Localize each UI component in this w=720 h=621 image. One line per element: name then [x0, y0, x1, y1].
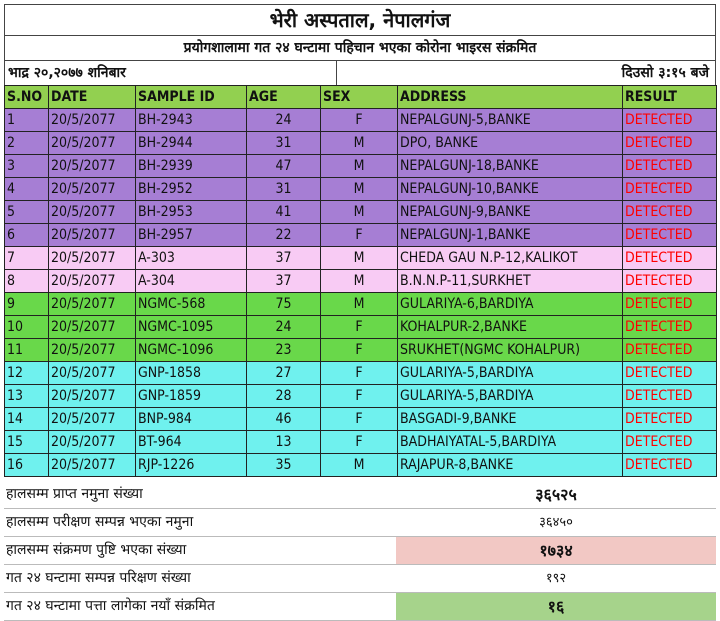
cell-sno: 15 [5, 431, 49, 454]
cell-address: NEPALGUNJ-18,BANKE [398, 155, 623, 178]
cell-sample-id: BNP-984 [136, 408, 247, 431]
cell-sex: M [321, 178, 398, 201]
cell-result: DETECTED [623, 293, 717, 316]
cell-result: DETECTED [623, 431, 717, 454]
cell-age: 31 [247, 178, 321, 201]
header-date: DATE [49, 86, 136, 109]
table-row [5, 454, 717, 477]
cell-date: 20/5/2077 [49, 178, 136, 201]
cell-sno: 9 [5, 293, 49, 316]
header-result: RESULT [623, 86, 717, 109]
summary-label: गत २४ घन्टामा सम्पन्न परिक्षण संख्या [6, 570, 191, 586]
summary-label: हालसम्म संक्रमण पुष्टि भएका संख्या [6, 542, 187, 558]
header-address: ADDRESS [398, 86, 623, 109]
cell-age: 23 [247, 339, 321, 362]
cell-age: 35 [247, 454, 321, 477]
table-row [5, 408, 717, 431]
summary-section [4, 481, 716, 621]
cell-sno: 2 [5, 132, 49, 155]
cell-sex: F [321, 362, 398, 385]
cell-date: 20/5/2077 [49, 385, 136, 408]
cell-age: 37 [247, 270, 321, 293]
table-row [5, 431, 717, 454]
summary-label: हालसम्म परीक्षण सम्पन्न भएका नमुना [6, 514, 194, 530]
summary-label: गत २४ घन्टामा पत्ता लागेका नयाँ संक्रमित [6, 598, 215, 614]
cell-age: 47 [247, 155, 321, 178]
table-row [5, 362, 717, 385]
cell-result: DETECTED [623, 362, 717, 385]
summary-value: ३६४५० [539, 515, 573, 530]
cell-sno: 12 [5, 362, 49, 385]
cell-sex: F [321, 385, 398, 408]
cell-sex: F [321, 224, 398, 247]
cell-sno: 16 [5, 454, 49, 477]
cell-sample-id: BH-2953 [136, 201, 247, 224]
results-table [4, 85, 717, 477]
cell-sample-id: BH-2943 [136, 109, 247, 132]
cell-sample-id: A-303 [136, 247, 247, 270]
cell-address: GULARIYA-5,BARDIYA [398, 385, 623, 408]
table-row [5, 316, 717, 339]
cell-date: 20/5/2077 [49, 132, 136, 155]
table-row [5, 201, 717, 224]
cell-result: DETECTED [623, 385, 717, 408]
cell-age: 13 [247, 431, 321, 454]
cell-address: CHEDA GAU N.P-12,KALIKOT [398, 247, 623, 270]
cell-address: BADHAIYATAL-5,BARDIYA [398, 431, 623, 454]
cell-address: KOHALPUR-2,BANKE [398, 316, 623, 339]
cell-sample-id: A-304 [136, 270, 247, 293]
cell-sex: F [321, 316, 398, 339]
cell-sample-id: BH-2957 [136, 224, 247, 247]
cell-sample-id: GNP-1859 [136, 385, 247, 408]
cell-address: NEPALGUNJ-9,BANKE [398, 201, 623, 224]
cell-result: DETECTED [623, 155, 717, 178]
table-row [5, 109, 717, 132]
cell-age: 27 [247, 362, 321, 385]
cell-result: DETECTED [623, 454, 717, 477]
cell-result: DETECTED [623, 270, 717, 293]
table-row [5, 155, 717, 178]
summary-row [4, 537, 716, 565]
report-time: दिउसो ३:१५ बजे [621, 65, 709, 81]
cell-age: 41 [247, 201, 321, 224]
cell-sno: 8 [5, 270, 49, 293]
table-row [5, 132, 717, 155]
summary-value: १९२ [545, 571, 567, 586]
table-row [5, 385, 717, 408]
cell-address: B.N.N.P-11,SURKHET [398, 270, 623, 293]
header-age: AGE [247, 86, 321, 109]
cell-date: 20/5/2077 [49, 454, 136, 477]
cell-address: GULARIYA-5,BARDIYA [398, 362, 623, 385]
cell-date: 20/5/2077 [49, 201, 136, 224]
cell-address: NEPALGUNJ-1,BANKE [398, 224, 623, 247]
cell-result: DETECTED [623, 339, 717, 362]
cell-date: 20/5/2077 [49, 293, 136, 316]
cell-date: 20/5/2077 [49, 339, 136, 362]
cell-sno: 5 [5, 201, 49, 224]
cell-date: 20/5/2077 [49, 270, 136, 293]
cell-sex: F [321, 431, 398, 454]
cell-date: 20/5/2077 [49, 155, 136, 178]
table-row [5, 247, 717, 270]
cell-sex: M [321, 201, 398, 224]
cell-sno: 1 [5, 109, 49, 132]
cell-sex: M [321, 293, 398, 316]
cell-sample-id: BH-2952 [136, 178, 247, 201]
cell-sno: 14 [5, 408, 49, 431]
summary-row [4, 565, 716, 593]
summary-row [4, 481, 716, 509]
cell-sex: M [321, 155, 398, 178]
table-row [5, 224, 717, 247]
cell-date: 20/5/2077 [49, 224, 136, 247]
cell-age: 37 [247, 247, 321, 270]
cell-sno: 11 [5, 339, 49, 362]
cell-address: NEPALGUNJ-10,BANKE [398, 178, 623, 201]
cell-address: RAJAPUR-8,BANKE [398, 454, 623, 477]
cell-sample-id: NGMC-568 [136, 293, 247, 316]
cell-result: DETECTED [623, 132, 717, 155]
report-date: भाद्र २०,२०७७ शनिबार [5, 61, 337, 85]
cell-sex: F [321, 408, 398, 431]
cell-result: DETECTED [623, 316, 717, 339]
cell-sample-id: BH-2939 [136, 155, 247, 178]
table-header-row [5, 86, 717, 109]
cell-result: DETECTED [623, 109, 717, 132]
hospital-title: भेरी अस्पताल, नेपालगंज [4, 4, 716, 35]
cell-sample-id: RJP-1226 [136, 454, 247, 477]
cell-sex: F [321, 109, 398, 132]
cell-sno: 13 [5, 385, 49, 408]
table-row [5, 270, 717, 293]
cell-date: 20/5/2077 [49, 408, 136, 431]
cell-date: 20/5/2077 [49, 109, 136, 132]
report-sheet [4, 4, 716, 621]
cell-sex: M [321, 454, 398, 477]
cell-sno: 4 [5, 178, 49, 201]
cell-sample-id: NGMC-1096 [136, 339, 247, 362]
cell-sex: F [321, 339, 398, 362]
cell-date: 20/5/2077 [49, 362, 136, 385]
cell-address: DPO, BANKE [398, 132, 623, 155]
cell-sample-id: NGMC-1095 [136, 316, 247, 339]
date-line [4, 60, 716, 85]
cell-sno: 6 [5, 224, 49, 247]
cell-sample-id: GNP-1858 [136, 362, 247, 385]
report-subtitle: प्रयोगशालामा गत २४ घन्टामा पहिचान भएका कोरोना भाइरस संक्रमित [4, 35, 716, 60]
table-row [5, 339, 717, 362]
cell-age: 28 [247, 385, 321, 408]
cell-age: 22 [247, 224, 321, 247]
cell-sample-id: BH-2944 [136, 132, 247, 155]
cell-age: 31 [247, 132, 321, 155]
cell-sex: M [321, 270, 398, 293]
cell-sno: 3 [5, 155, 49, 178]
cell-sex: M [321, 247, 398, 270]
cell-address: GULARIYA-6,BARDIYA [398, 293, 623, 316]
summary-row [4, 593, 716, 621]
summary-label: हालसम्म प्राप्त नमुना संख्या [6, 486, 143, 502]
summary-value: १७३४ [396, 537, 716, 564]
summary-value: १६ [396, 593, 716, 620]
cell-result: DETECTED [623, 224, 717, 247]
table-row [5, 178, 717, 201]
cell-date: 20/5/2077 [49, 316, 136, 339]
summary-row [4, 509, 716, 537]
cell-age: 75 [247, 293, 321, 316]
cell-age: 46 [247, 408, 321, 431]
cell-result: DETECTED [623, 408, 717, 431]
cell-sample-id: BT-964 [136, 431, 247, 454]
header-sample-id: SAMPLE ID [136, 86, 247, 109]
summary-value: ३६५२५ [535, 485, 577, 504]
cell-result: DETECTED [623, 201, 717, 224]
header-sex: SEX [321, 86, 398, 109]
cell-result: DETECTED [623, 247, 717, 270]
cell-age: 24 [247, 316, 321, 339]
cell-sno: 7 [5, 247, 49, 270]
header-sno: S.NO [5, 86, 49, 109]
cell-address: NEPALGUNJ-5,BANKE [398, 109, 623, 132]
cell-date: 20/5/2077 [49, 247, 136, 270]
cell-date: 20/5/2077 [49, 431, 136, 454]
cell-address: SRUKHET(NGMC KOHALPUR) [398, 339, 623, 362]
cell-age: 24 [247, 109, 321, 132]
table-row [5, 293, 717, 316]
cell-result: DETECTED [623, 178, 717, 201]
cell-sex: M [321, 132, 398, 155]
cell-address: BASGADI-9,BANKE [398, 408, 623, 431]
cell-sno: 10 [5, 316, 49, 339]
